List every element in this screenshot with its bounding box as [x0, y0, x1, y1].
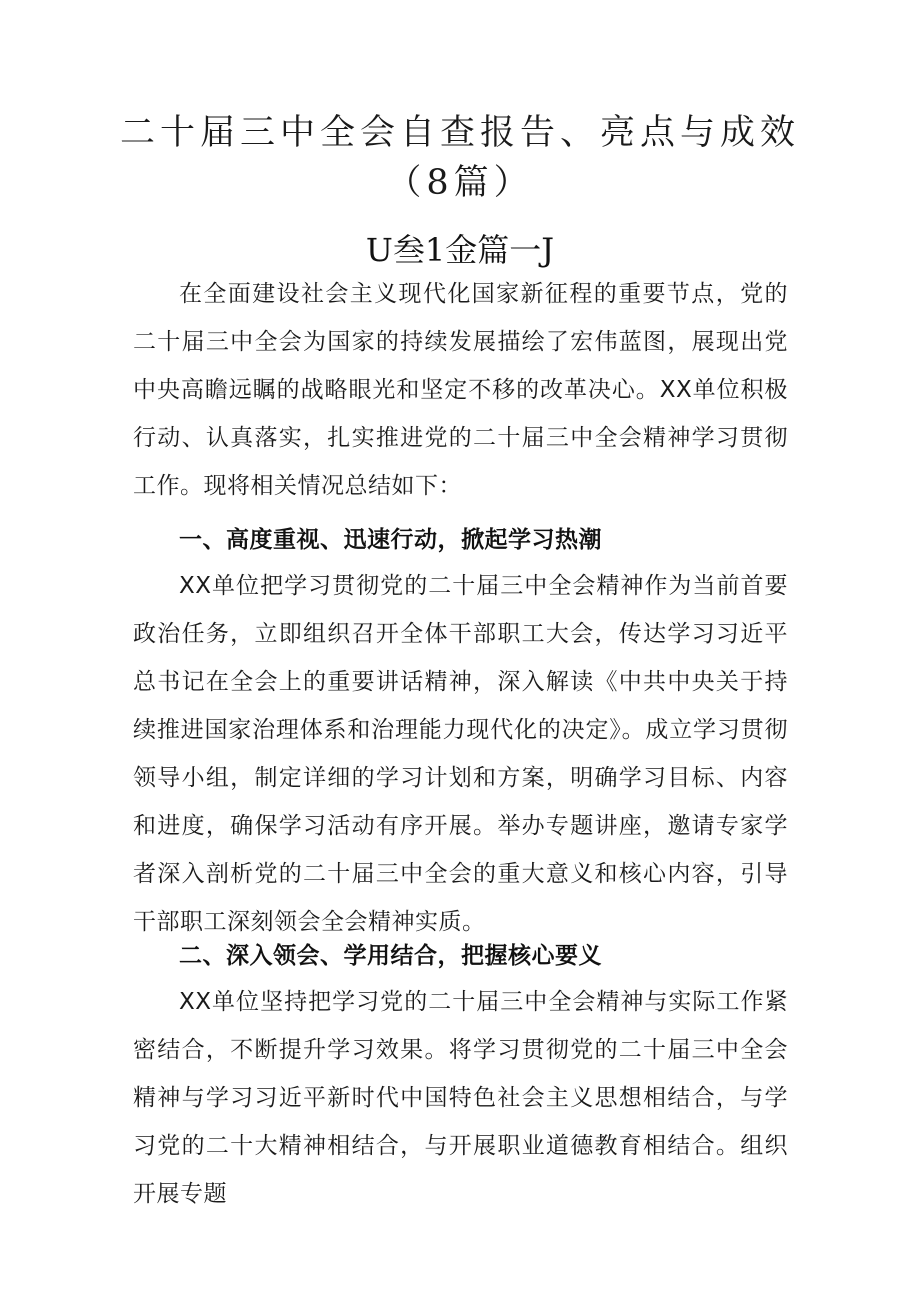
document-subtitle: U叁1金篇一J — [365, 231, 555, 269]
section-2-paragraph: XX单位坚持把学习党的二十届三中全会精神与实际工作紧密结合，不断提升学习效果。将学习贯彻党的二十届三中全会精神与学习习近平新时代中国特色社会主义思想相结合，与学习党的二十大精神相结合，与开展职业道德教育相结合。组织开展专题 — [133, 989, 788, 1207]
section-heading-1: 一、高度重视、迅速行动，掀起学习热潮 — [179, 527, 602, 553]
section-heading-2: 二、深入领会、学用结合，把握核心要义 — [179, 943, 602, 969]
section-1-paragraph: XX单位把学习贯彻党的二十届三中全会精神作为当前首要政治任务，立即组织召开全体干部职工大会，传达学习习近平总书记在全会上的重要讲话精神，深入解读《中共中央关于持续推进国家治理体系和治理能力现代化的决定》。成立学习贯彻领导小组，制定详细的学习计划和方案，明确学习目标、内容和进度，确保学习活动有序开展。举办专题讲座，邀请专家学者深入剖析党的二十届三中全会的重大意义和核心内容，引导干部职工深刻领会全会精神实质。 — [133, 573, 788, 935]
document-title: 二十届三中全会自查报告、亮点与成效（8篇） — [120, 113, 801, 203]
intro-paragraph: 在全面建设社会主义现代化国家新征程的重要节点，党的二十届三中全会为国家的持续发展描绘了宏伟蓝图，展现出党中央高瞻远瞩的战略眼光和坚定不移的改革决心。XX单位积极行动、认真落实，扎实推进党的二十届三中全会精神学习贯彻工作。现将相关情况总结如下： — [133, 281, 788, 499]
